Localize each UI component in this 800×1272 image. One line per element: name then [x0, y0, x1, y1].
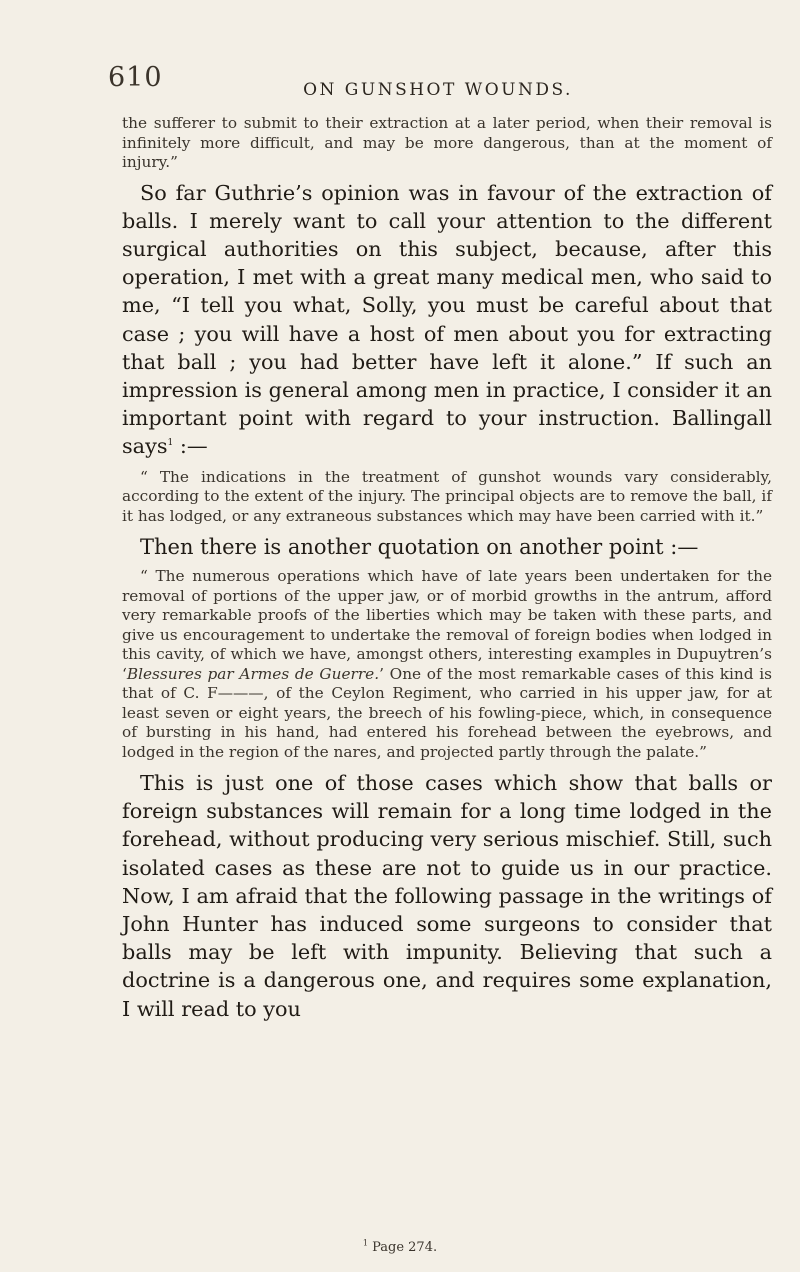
paragraph-foreign-substances: This is just one of those cases which show that balls or foreign substances will remain for a long time lodged in the forehead, without producing very serious mischief. Still, such isolated cases as these are not to guide us in our practice. Now, I am afraid that the following passage in the writings of John Hunter has induced some surgeons to consider that balls may be left with impunity. Believing that such a doctrine is a dangerous one, and requires some explanation, I will read to you: [122, 771, 772, 1021]
book-title: Blessures par Armes de Guerre.: [126, 664, 380, 683]
quotation-text-end: ’ One of the most remarkable cases of this kind is that of C. F———, of the Ceylon Regiment, who carried in his upper jaw, for at least seven or eight years, the breech of his fowling-piece, which, in consequence of bursting in his hand, had entered his forehead between the eyebrows, and lodged in the region of the nares, and projected partly through the palate.”: [122, 664, 772, 761]
footnote-marker: 1: [362, 1238, 368, 1248]
quotation-text: “ The numerous operations which have of late years been undertaken for the removal of portions of the upper jaw, or of morbid growths in the antrum, afford very remarkable proofs of the liberties which may be taken with these parts, and give us encouragement to undertake the removal of foreign bodies when lodged in this cavity, of which we have, amongst others, interesting examples in Dupuytren’s ‘: [122, 567, 772, 683]
quotation-ballingall: “ The indications in the treatment of gunshot wounds vary considerably, according to the extent of the injury. The principal objects are to remove the ball, if it has lodged, or any extraneous substances which may have been carried with it.”: [122, 467, 772, 525]
paragraph-text-end: :—: [173, 434, 208, 459]
paragraph-guthrie-opinion: [122, 179, 772, 461]
footnote: [0, 1240, 800, 1255]
paragraph-another-quotation: Then there is another quotation on another point :—: [140, 535, 699, 560]
footnote-reference: 1: [167, 438, 174, 449]
running-head: ON GUNSHOT WOUNDS.: [303, 80, 573, 100]
quotation-upper-jaw: [122, 567, 772, 762]
footnote-text: Page 274.: [367, 1240, 438, 1255]
page-body: [122, 114, 772, 1023]
page-header: [108, 62, 768, 106]
paragraph-continued: the sufferer to submit to their extraction at a later period, when their removal is infinitely more difficult, and may be more dangerous, than at the moment of injury.”: [122, 114, 772, 171]
page-number: 610: [108, 62, 163, 93]
paragraph-text: So far Guthrie’s opinion was in favour of the extraction of balls. I merely want to call your attention to the different surgical authorities on this subject, because, after this operation, I met with a great many medical men, who said to me, “I tell you what, Solly, you must be careful about that case ; you will have a host of men about you for extracting that ball ; you had better have left it alone.” If such an impression is general among men in practice, I consider it an important point with regard to your instruction. Ballingall says: [122, 180, 772, 459]
